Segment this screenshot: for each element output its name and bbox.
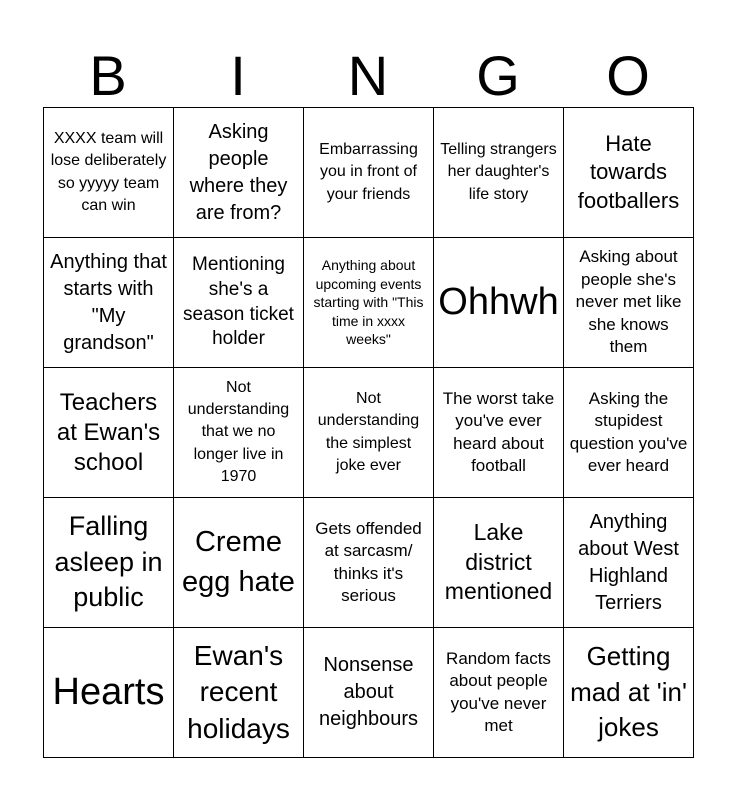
bingo-cell-r1c5[interactable]: Hate towards footballers	[564, 108, 694, 238]
bingo-cell-r2c4[interactable]: Ohhwh	[434, 238, 564, 368]
header-letter-o: O	[606, 44, 650, 107]
bingo-cell-r5c4[interactable]: Random facts about people you've never met	[434, 628, 564, 758]
bingo-cell-r3c2[interactable]: Not understanding that we no longer live in 1970	[174, 368, 304, 498]
bingo-board	[43, 107, 694, 758]
header-letter-g: G	[476, 44, 520, 107]
header-letter-b: B	[89, 44, 127, 107]
header-letter-n: N	[347, 44, 389, 107]
bingo-cell-r3c3[interactable]: Not understanding the simplest joke ever	[304, 368, 434, 498]
bingo-cell-r5c1[interactable]: Hearts	[44, 628, 174, 758]
bingo-cell-r3c4[interactable]: The worst take you've ever heard about football	[434, 368, 564, 498]
bingo-cell-r4c2[interactable]: Creme egg hate	[174, 498, 304, 628]
bingo-cell-r3c5[interactable]: Asking the stupidest question you've ever heard	[564, 368, 694, 498]
bingo-cell-r3c1[interactable]: Teachers at Ewan's school	[44, 368, 174, 498]
bingo-cell-r1c3[interactable]: Embarrassing you in front of your friends	[304, 108, 434, 238]
bingo-cell-r4c5[interactable]: Anything about West Highland Terriers	[564, 498, 694, 628]
bingo-header	[43, 44, 693, 108]
bingo-cell-r1c1[interactable]: XXXX team will lose deliberately so yyyyy team can win	[44, 108, 174, 238]
bingo-cell-r5c5[interactable]: Getting mad at 'in' jokes	[564, 628, 694, 758]
bingo-cell-r2c3[interactable]: Anything about upcoming events starting with "This time in xxxx weeks"	[304, 238, 434, 368]
bingo-cell-r4c4[interactable]: Lake district mentioned	[434, 498, 564, 628]
bingo-cell-r1c4[interactable]: Telling strangers her daughter's life story	[434, 108, 564, 238]
bingo-cell-r1c2[interactable]: Asking people where they are from?	[174, 108, 304, 238]
header-letter-i: I	[230, 44, 246, 107]
bingo-cell-r4c3[interactable]: Gets offended at sarcasm/ thinks it's serious	[304, 498, 434, 628]
bingo-cell-r5c2[interactable]: Ewan's recent holidays	[174, 628, 304, 758]
bingo-cell-r2c2[interactable]: Mentioning she's a season ticket holder	[174, 238, 304, 368]
bingo-cell-r2c1[interactable]: Anything that starts with "My grandson"	[44, 238, 174, 368]
bingo-cell-r2c5[interactable]: Asking about people she's never met like she knows them	[564, 238, 694, 368]
bingo-cell-r5c3[interactable]: Nonsense about neighbours	[304, 628, 434, 758]
bingo-cell-r4c1[interactable]: Falling asleep in public	[44, 498, 174, 628]
